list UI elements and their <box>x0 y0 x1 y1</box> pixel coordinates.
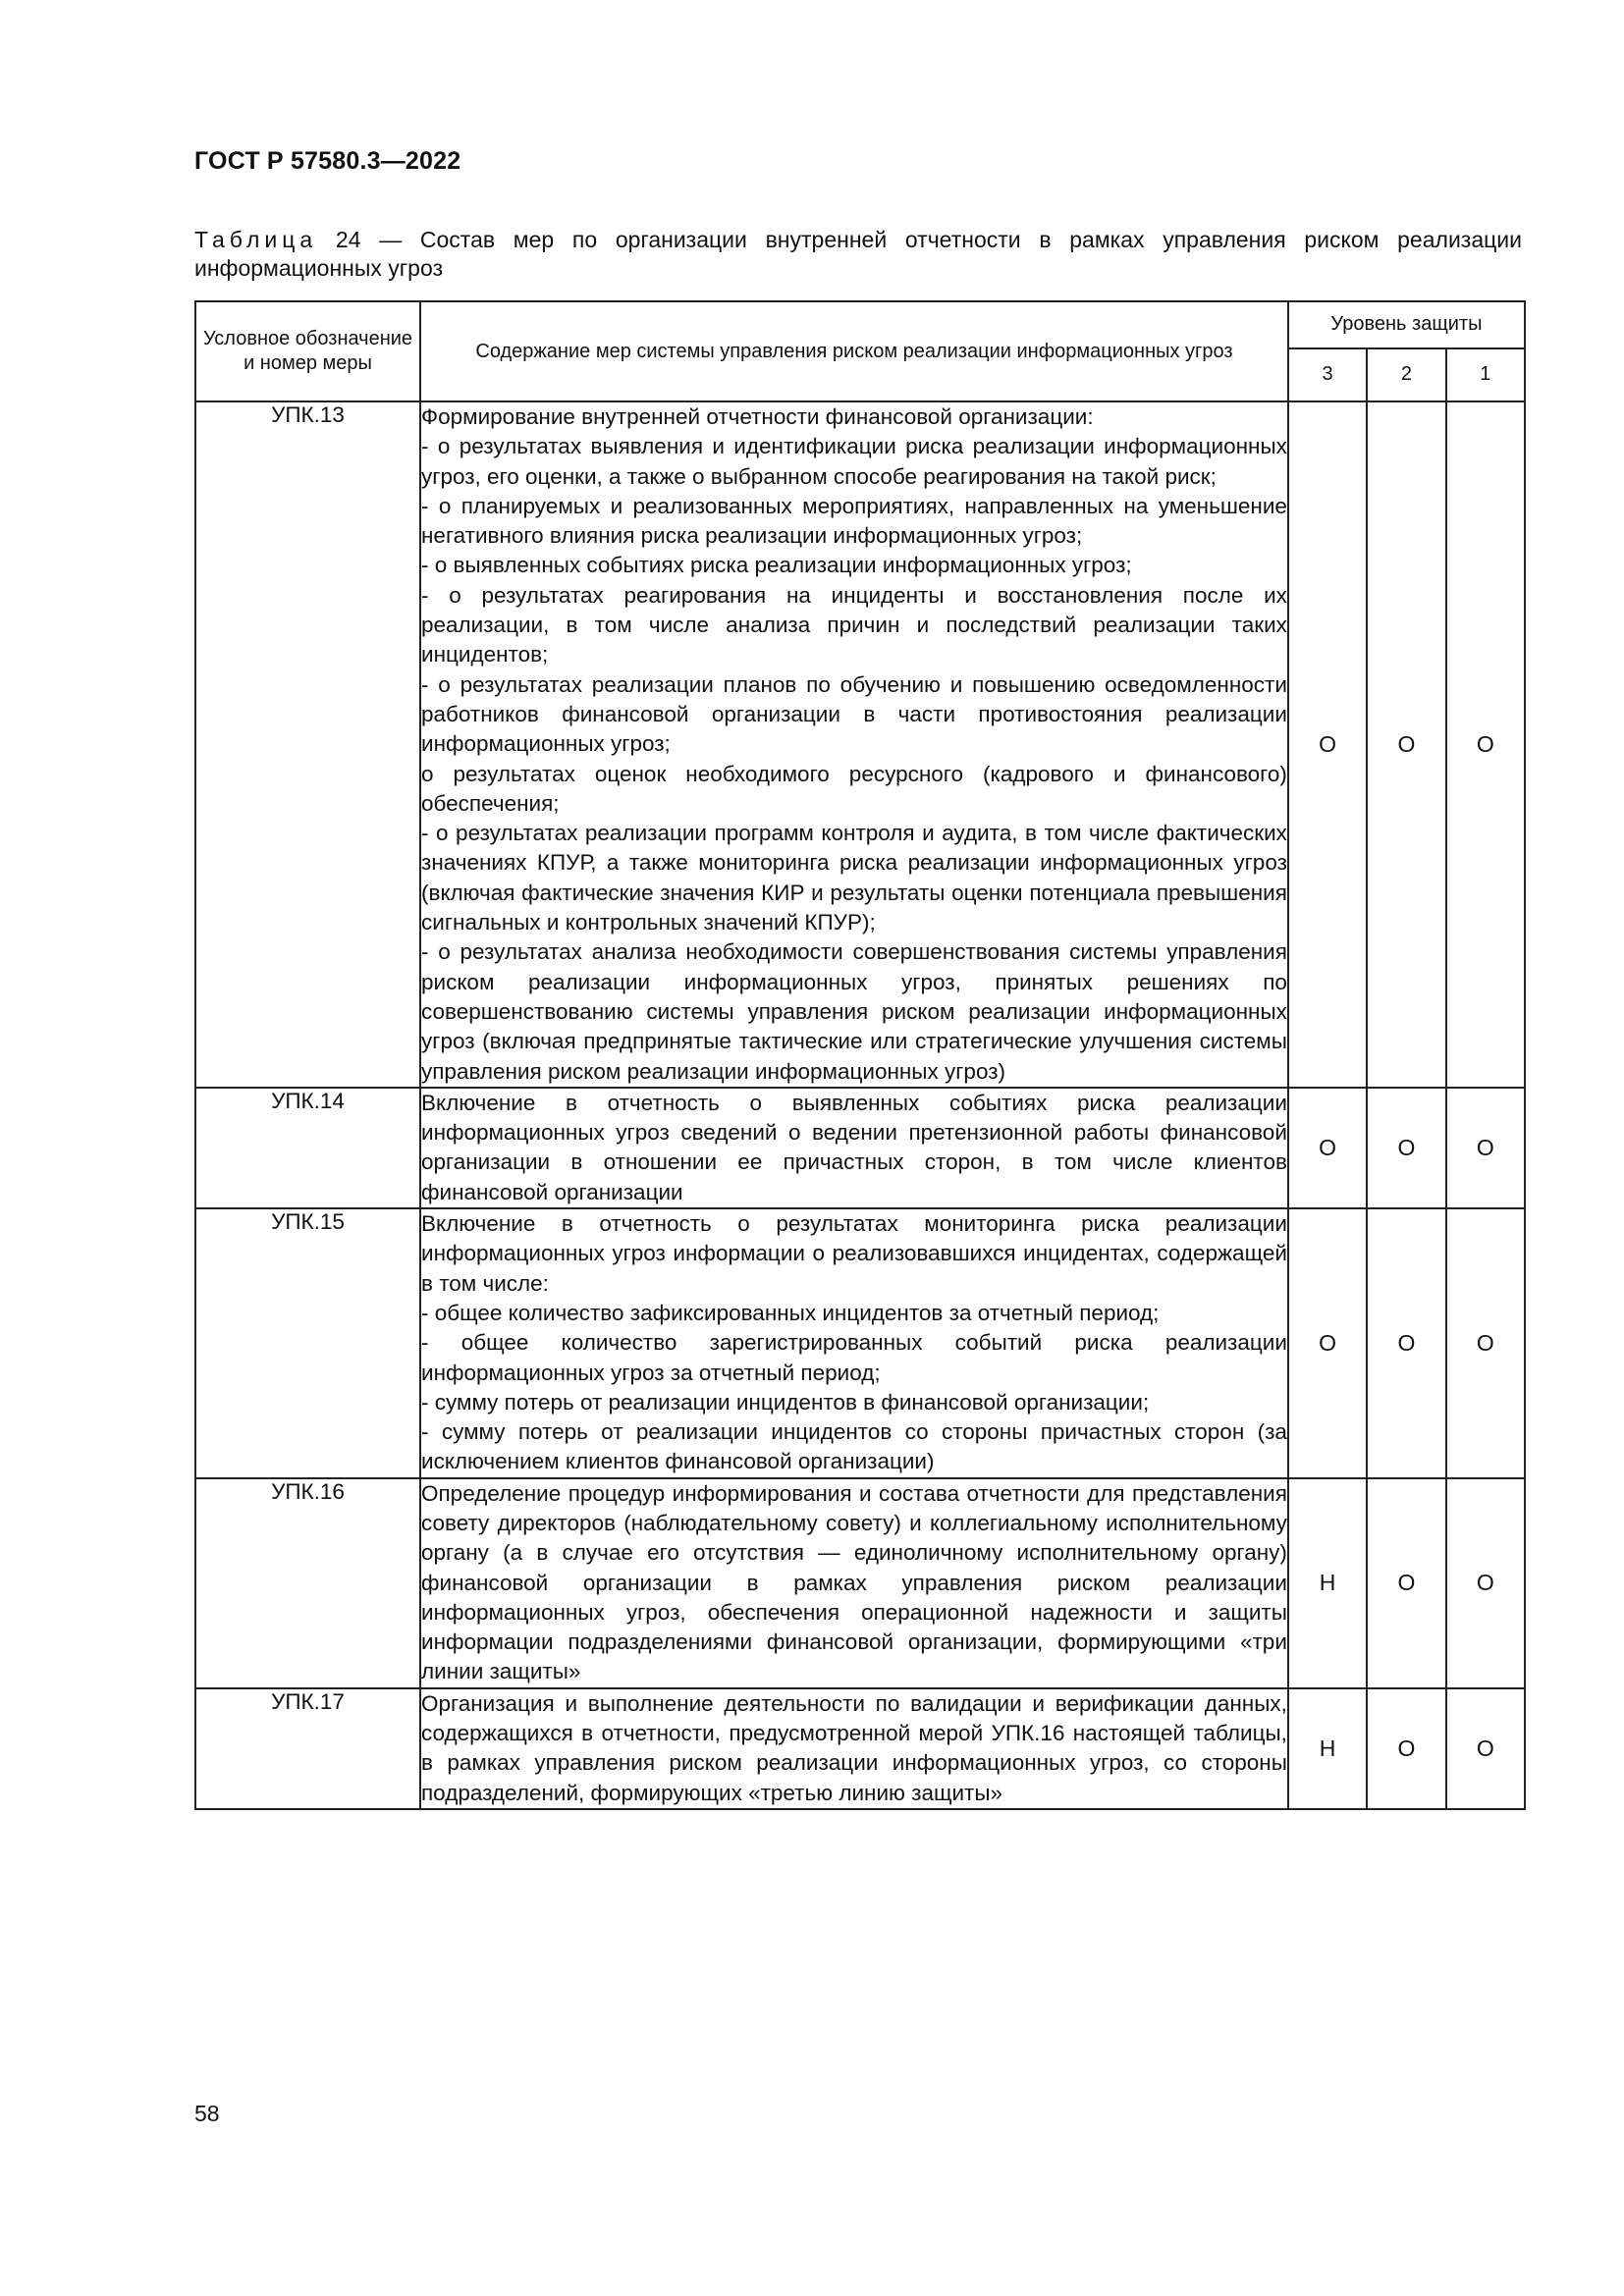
measure-content-line: - сумму потерь от реализации инцидентов со стороны причастных сторон (за исключением клиентов финансовой организации) <box>421 1419 1287 1474</box>
measure-content-line: Формирование внутренней отчетности финансовой организации: <box>421 404 1094 429</box>
measure-content-line: - общее количество зарегистрированных событий риска реализации информационных угроз за отчетный период; <box>421 1330 1287 1385</box>
measure-id: УПК.13 <box>195 401 420 1088</box>
table-caption-prefix: Таблица <box>194 227 318 252</box>
protection-level-1: О <box>1446 401 1525 1088</box>
page-number: 58 <box>194 2101 220 2126</box>
measure-content <box>420 401 1288 1088</box>
measure-content <box>420 1688 1288 1809</box>
protection-level-3: О <box>1288 1208 1367 1478</box>
measure-content-line: Организация и выполнение деятельности по валидации и верификации данных, содержащихся в отчетности, предусмотренной мерой УПК.16 настоящей таблицы, в рамках управления риском реализации информационных угроз, со стороны подразделений, формирующих «третью линию защиты» <box>421 1690 1287 1805</box>
measure-content-line: - о результатах анализа необходимости совершенствования системы управления риском реализации информационных угроз, принятых решениях по совершенствованию системы управления риском реализации информационных угроз (включая предпринятые тактические или стратегические улучшения системы управления риском реализации информационных угроз) <box>421 939 1287 1084</box>
table-row <box>195 401 1525 1088</box>
protection-level-2: О <box>1367 1478 1445 1688</box>
column-header-level-2: 2 <box>1367 348 1445 401</box>
protection-level-2: О <box>1367 401 1445 1088</box>
measure-id: УПК.14 <box>195 1088 420 1208</box>
measure-content-line: - о результатах выявления и идентификации риска реализации информационных угроз, его оценки, а также о выбранном способе реагирования на такой риск; <box>421 434 1287 489</box>
protection-level-3: Н <box>1288 1688 1367 1809</box>
table-caption <box>194 226 1522 283</box>
protection-level-2: О <box>1367 1208 1445 1478</box>
column-header-content: Содержание мер системы управления риском реализации информационных угроз <box>420 301 1288 401</box>
column-header-level-3: 3 <box>1288 348 1367 401</box>
measure-content-line: - о планируемых и реализованных мероприятиях, направленных на уменьшение негативного влияния риска реализации информационных угроз; <box>421 493 1287 549</box>
measures-table <box>194 300 1526 1810</box>
measure-id: УПК.15 <box>195 1208 420 1478</box>
measure-id: УПК.16 <box>195 1478 420 1688</box>
measure-content-line: Определение процедур информирования и состава отчетности для представления совету директоров (наблюдательному совету) и коллегиальному исполнительному органу (а в случае его отсутствия — единоличному исполнительному органу) финансовой организации в рамках управления риском реализации информационных угроз, обеспечения операционной надежности и защиты информации подразделениями финансовой организации, формирующими «три линии защиты» <box>421 1480 1287 1684</box>
measure-content-line: - о результатах реализации планов по обучению и повышению осведомленности работников финансовой организации в части противостояния реализации информационных угроз; <box>421 671 1287 757</box>
protection-level-1: О <box>1446 1088 1525 1208</box>
table-row <box>195 1478 1525 1688</box>
document-header: ГОСТ Р 57580.3—2022 <box>194 147 461 175</box>
protection-level-3: О <box>1288 1088 1367 1208</box>
table-caption-text: 24 — Состав мер по организации внутренней отчетности в рамках управления риском реализации информационных угроз <box>194 227 1522 281</box>
measure-content-line: Включение в отчетность о выявленных событиях риска реализации информационных угроз сведений о ведении претензионной работы финансовой организации в отношении ее причастных сторон, в том числе клиентов финансовой организации <box>421 1090 1287 1204</box>
measure-content-line: - о результатах реализации программ контроля и аудита, в том числе фактических значениях КПУР, а также мониторинга риска реализации информационных угроз (включая фактические значения КИР и результаты оценки потенциала превышения сигнальных и контрольных значений КПУР); <box>421 821 1287 935</box>
measure-content-line: - о выявленных событиях риска реализации информационных угроз; <box>421 553 1132 578</box>
measure-content-line: Включение в отчетность о результатах мониторинга риска реализации информационных угроз информации о реализовавшихся инцидентах, содержащей в том числе: <box>421 1211 1287 1296</box>
measure-content-line: - о результатах реагирования на инциденты и восстановления после их реализации, в том числе анализа причин и последствий реализации таких инцидентов; <box>421 582 1287 667</box>
measure-id: УПК.17 <box>195 1688 420 1809</box>
table-row <box>195 1688 1525 1809</box>
column-header-level: Уровень защиты <box>1288 301 1525 348</box>
table-row <box>195 1088 1525 1208</box>
protection-level-2: О <box>1367 1688 1445 1809</box>
table-body <box>195 401 1525 1809</box>
column-header-id: Условное обозначение и номер меры <box>195 301 420 401</box>
column-header-level-1: 1 <box>1446 348 1525 401</box>
measure-content-line: о результатах оценок необходимого ресурсного (кадрового и финансового) обеспечения; <box>421 761 1287 816</box>
protection-level-3: О <box>1288 401 1367 1088</box>
protection-level-1: О <box>1446 1688 1525 1809</box>
protection-level-1: О <box>1446 1208 1525 1478</box>
table-row <box>195 1208 1525 1478</box>
measure-content <box>420 1088 1288 1208</box>
measure-content <box>420 1208 1288 1478</box>
protection-level-2: О <box>1367 1088 1445 1208</box>
measure-content <box>420 1478 1288 1688</box>
protection-level-1: О <box>1446 1478 1525 1688</box>
measure-content-line: - общее количество зафиксированных инцидентов за отчетный период; <box>421 1300 1160 1325</box>
protection-level-3: Н <box>1288 1478 1367 1688</box>
measure-content-line: - сумму потерь от реализации инцидентов в финансовой организации; <box>421 1389 1150 1415</box>
